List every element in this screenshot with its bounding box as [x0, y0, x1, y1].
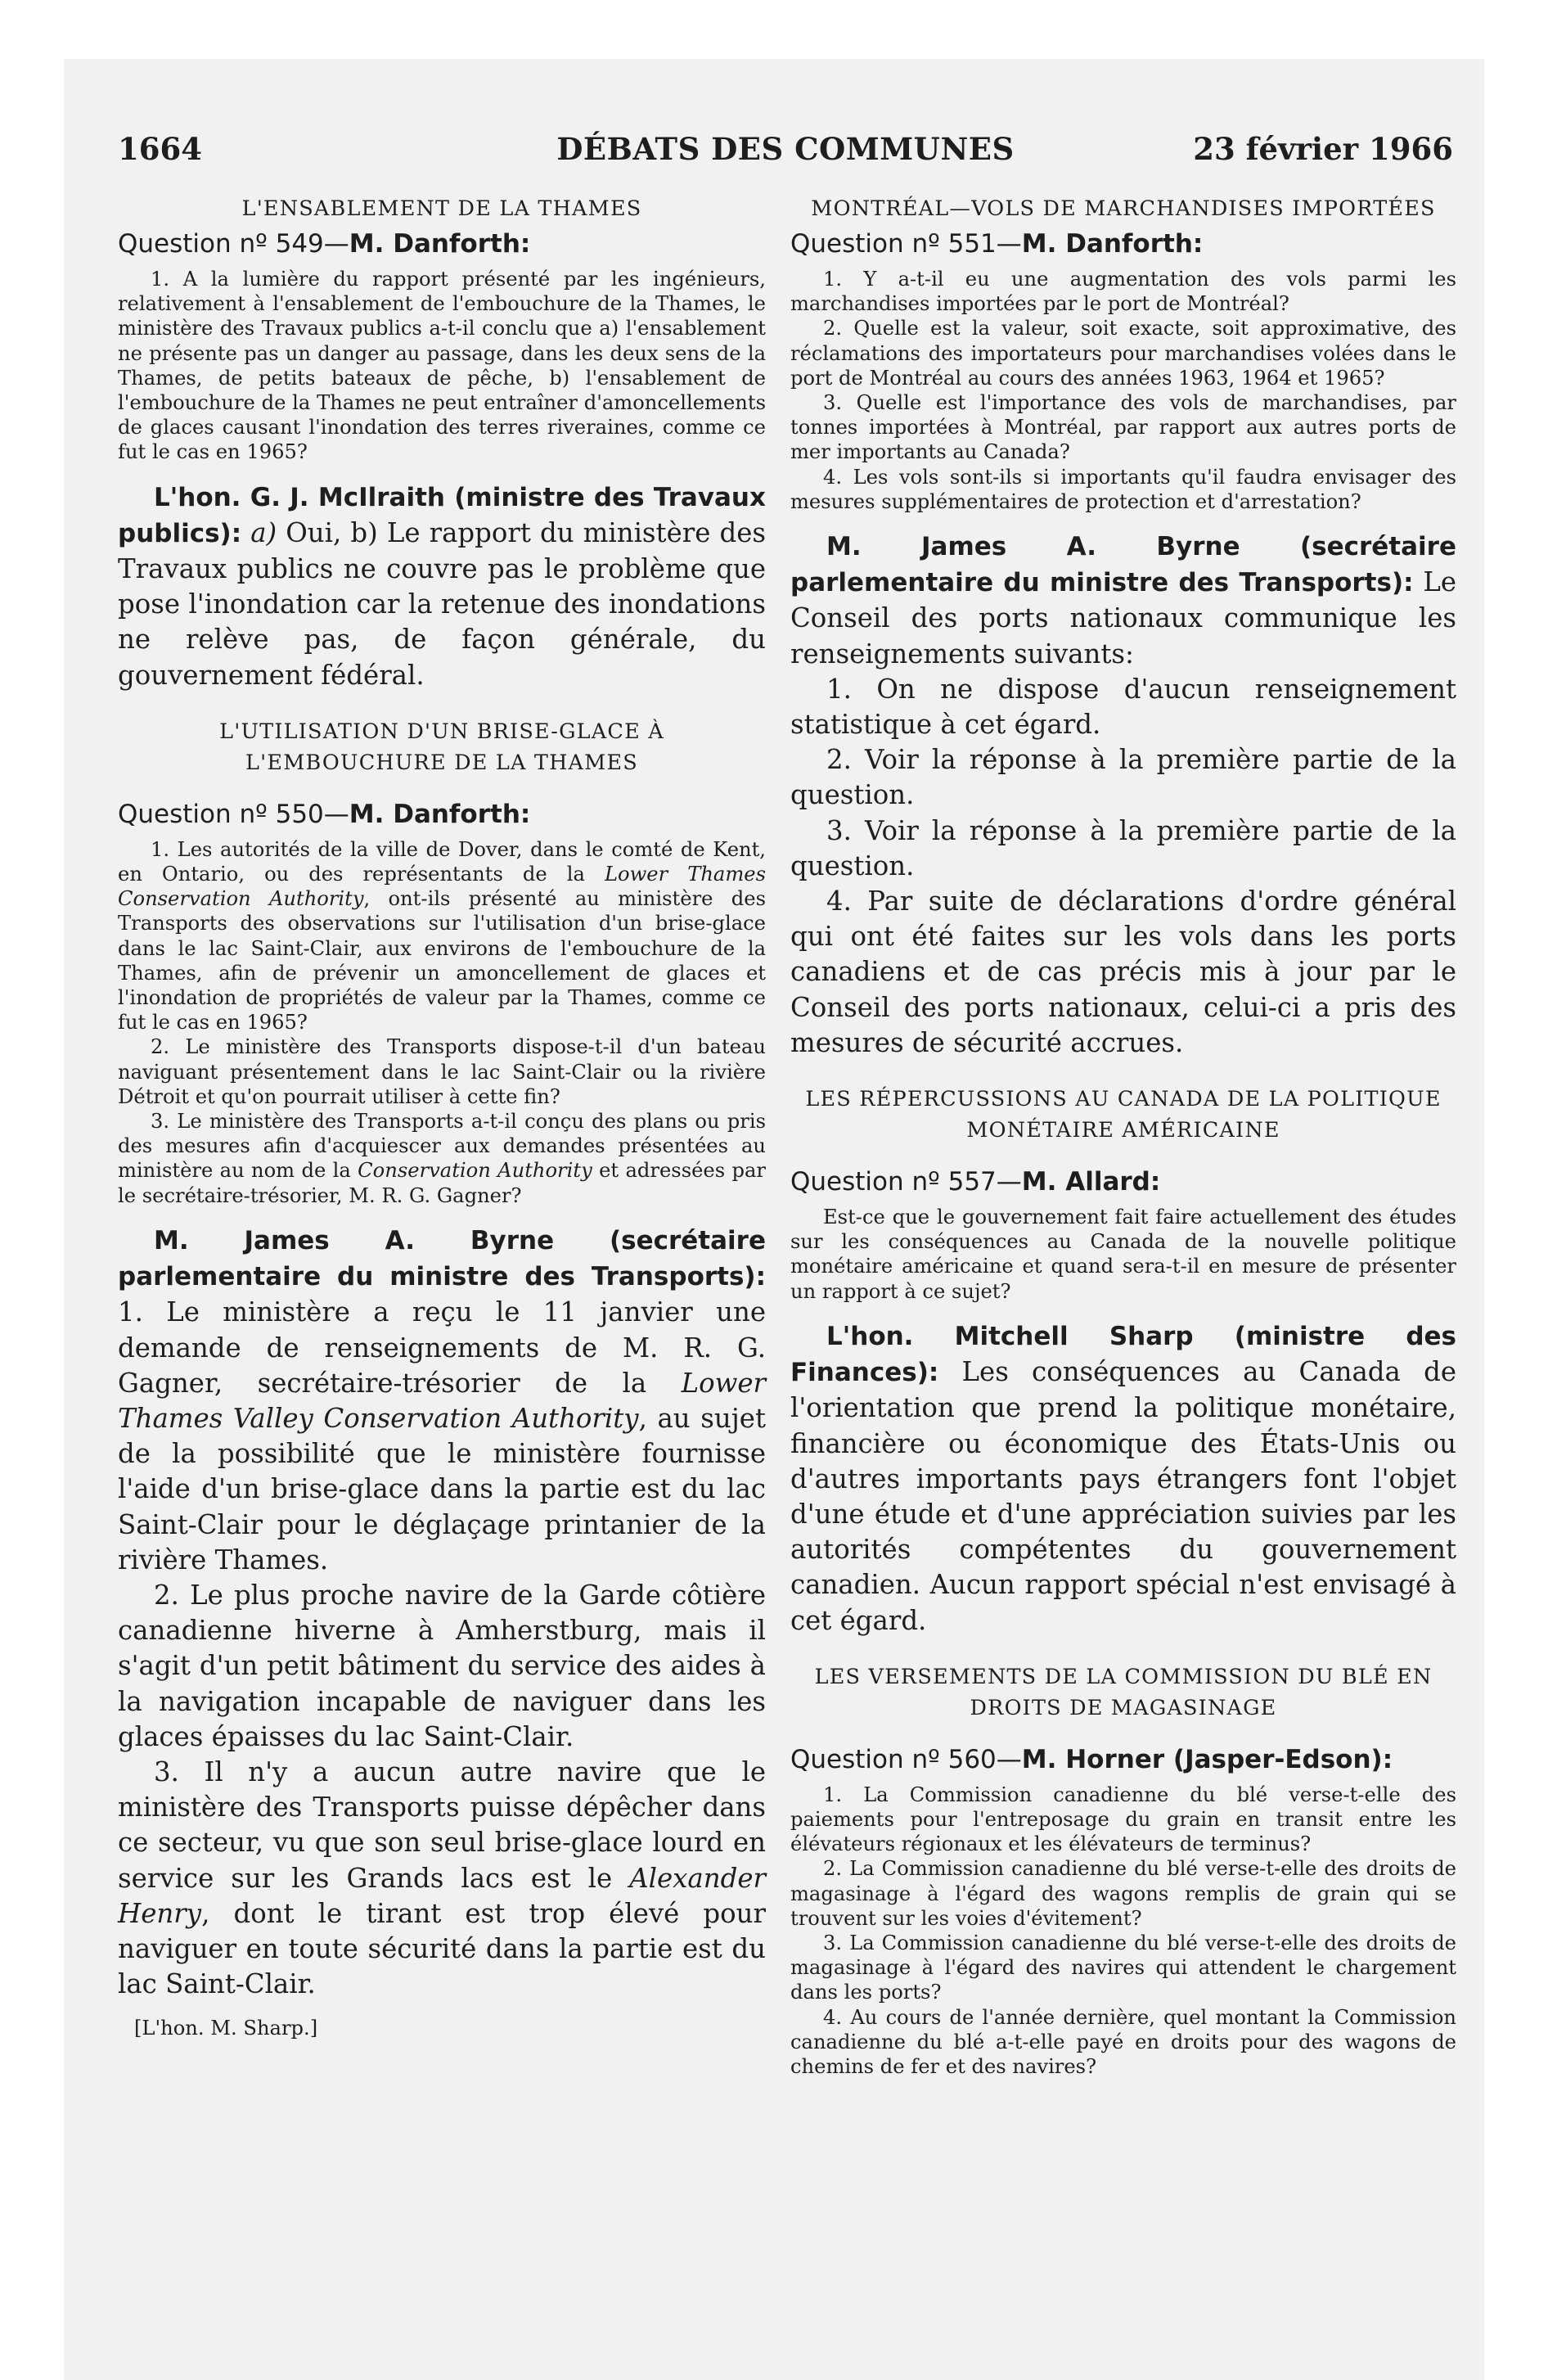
- question-text: 2. La Commission canadienne du blé verse-t-elle des droits de magasinage à l'égard des wagons remplis de grain qui se trouvent sur les voies d'évitement?: [790, 1857, 1456, 1930]
- question-text: 4. Au cours de l'année dernière, quel montant la Commission canadienne du blé a-t-elle payé en droits pour des wagons de chemins de fer et des navires?: [790, 2005, 1456, 2078]
- answer-text: L'hon. G. J. McIlraith (ministre des Travaux publics): a) Oui, b) Le rapport du ministère des Travaux publics ne couvre pas le problème que pose l'inondation car la retenue des inondations ne relève pas, de façon générale, du gouvernement fédéral.: [118, 482, 766, 691]
- question-text: 2. Le ministère des Transports dispose-t-il d'un bateau naviguant présentement dans le lac Saint-Clair ou la rivière Détroit et qu'on pourrait utiliser à cette fin?: [118, 1035, 766, 1108]
- answer-text: 3. Il n'y a aucun autre navire que le ministère des Transports puisse dépêcher dans ce secteur, vu que son seul brise-glace lourd en service sur les Grands lacs est le Alexander Henry, dont le tirant est trop élevé pour naviguer en toute sécurité dans la partie est du lac Saint-Clair.: [118, 1756, 766, 2000]
- answer-text: 2. Voir la réponse à la première partie de la question.: [790, 744, 1456, 811]
- right-column: [790, 193, 1456, 2079]
- question-line: Question nº 560—M. Horner (Jasper-Edson):: [790, 1744, 1393, 1774]
- question-line: Question nº 550—M. Danforth:: [118, 799, 531, 829]
- question-text: 3. Le ministère des Transports a-t-il conçu des plans ou pris des mesures afin d'acquiescer aux demandes présentées au ministère au nom de la Conservation Authority et adressées par le secrétaire-trésorier, M. R. G. Gagner?: [118, 1110, 766, 1207]
- answer-text: 4. Par suite de déclarations d'ordre général qui ont été faites sur les vols dans les ports canadiens et de cas précis mis à jour par le Conseil des ports nationaux, celui-ci a pris des mesures de sécurité accrues.: [790, 886, 1456, 1058]
- answer-text: M. James A. Byrne (secrétaire parlementaire du ministre des Transports): 1. Le ministère a reçu le 11 janvier une demande de renseignements de M. R. G. Gagner, secrétaire-trésorier de la Lower Thames Valley Conservation Authority, au sujet de la possibilité que le ministère fournisse l'aide d'un brise-glace dans la partie est du lac Saint-Clair pour le déglaçage printanier de la rivière Thames.: [118, 1225, 766, 1575]
- section-heading: LES RÉPERCUSSIONS AU CANADA DE LA POLITIQUE MONÉTAIRE AMÉRICAINE: [805, 1087, 1442, 1143]
- answer-text: M. James A. Byrne (secrétaire parlementaire du ministre des Transports): Le Conseil des ports nationaux communique les renseignements suivants:: [790, 532, 1456, 669]
- question-text: 1. Les autorités de la ville de Dover, dans le comté de Kent, en Ontario, ou des représentants de la Lower Thames Conservation Authority, ont-ils présenté au ministère des Transports des observations sur l'utilisation d'un brise-glace dans le lac Saint-Clair, aux environs de l'embouchure de la Thames, afin de prévenir un amoncellement de glaces et l'inondation de propriétés de valeur par la Thames, comme ce fut le cas en 1965?: [118, 837, 766, 1034]
- answer-text: 1. On ne dispose d'aucun renseignement statistique à cet égard.: [790, 673, 1456, 741]
- page-number: 1664: [118, 131, 202, 167]
- question-text: 1. A la lumière du rapport présenté par les ingénieurs, relativement à l'ensablement de l'embouchure de la Thames, le ministère des Travaux publics a-t-il conclu que a) l'ensablement ne présente pas un danger au passage, dans les deux sens de la Thames, de petits bateaux de pêche, b) l'ensablement de l'embouchure de la Thames ne peut entraîner d'amoncellements de glaces causant l'inondation des terres riveraines, comme ce fut le cas en 1965?: [118, 268, 766, 464]
- answer-text: 3. Voir la réponse à la première partie de la question.: [790, 814, 1456, 881]
- page-header: [118, 131, 1453, 172]
- question-text: 3. Quelle est l'importance des vols de marchandises, par tonnes importées à Montréal, par rapport aux autres ports de mer importants au Canada?: [790, 391, 1456, 464]
- question-text: 3. La Commission canadienne du blé verse-t-elle des droits de magasinage à l'égard des navires qui attendent le chargement dans les ports?: [790, 1931, 1456, 2004]
- section-heading: L'UTILISATION D'UN BRISE-GLACE À L'EMBOUCHURE DE LA THAMES: [219, 719, 664, 775]
- page-date: 23 février 1966: [1193, 131, 1453, 167]
- question-text: 2. Quelle est la valeur, soit exacte, soit approximative, des réclamations des importateurs pour marchandises volées dans le port de Montréal au cours des années 1963, 1964 et 1965?: [790, 317, 1456, 390]
- question-line: Question nº 549—M. Danforth:: [118, 229, 531, 259]
- question-line: Question nº 551—M. Danforth:: [790, 229, 1204, 259]
- question-line: Question nº 557—M. Allard:: [790, 1167, 1161, 1197]
- question-text: 4. Les vols sont-ils si importants qu'il faudra envisager des mesures supplémentaires de protection et d'arrestation?: [790, 465, 1456, 513]
- section-heading: L'ENSABLEMENT DE LA THAMES: [241, 196, 642, 221]
- reference-note: [L'hon. M. Sharp.]: [134, 2017, 318, 2040]
- question-text: 1. Y a-t-il eu une augmentation des vols parmi les marchandises importées par le port de Montréal?: [790, 268, 1456, 316]
- question-text: 1. La Commission canadienne du blé verse-t-elle des paiements pour l'entreposage du grain en transit entre les élévateurs régionaux et les élévateurs de terminus?: [790, 1783, 1456, 1856]
- section-heading: MONTRÉAL—VOLS DE MARCHANDISES IMPORTÉES: [811, 196, 1436, 221]
- question-text: Est-ce que le gouvernement fait faire actuellement des études sur les conséquences au Canada de la nouvelle politique monétaire américaine et quand sera-t-il en mesure de présenter un rapport à ce sujet?: [790, 1206, 1456, 1303]
- answer-text: 2. Le plus proche navire de la Garde côtière canadienne hiverne à Amherstburg, mais il s'agit d'un petit bâtiment du service des aides à la navigation incapable de naviguer dans les glaces épaisses du lac Saint-Clair.: [118, 1579, 766, 1752]
- answer-text: L'hon. Mitchell Sharp (ministre des Finances): Les conséquences au Canada de l'orientation que prend la politique monétaire, financière ou économique des États-Unis ou d'autres importants pays étrangers font l'objet d'une étude et d'une appréciation suivies par les autorités compétentes du gouvernement canadien. Aucun rapport spécial n'est envisagé à cet égard.: [790, 1321, 1456, 1636]
- page-title: DÉBATS DES COMMUNES: [556, 131, 1015, 167]
- section-heading: LES VERSEMENTS DE LA COMMISSION DU BLÉ EN DROITS DE MAGASINAGE: [814, 1664, 1433, 1720]
- left-column: [118, 193, 766, 2040]
